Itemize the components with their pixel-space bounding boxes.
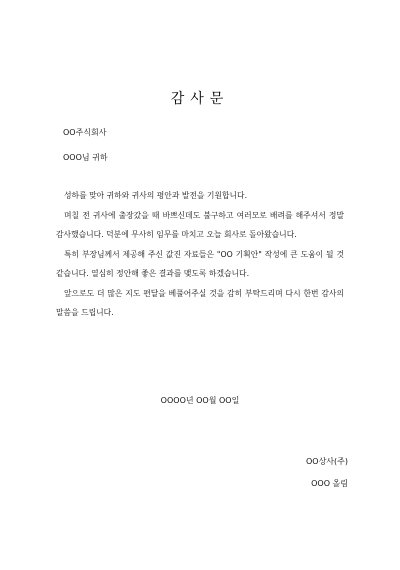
recipient-company: OO주식회사 (63, 128, 107, 137)
letter-date: OOOO년 OO월 OO일 (160, 396, 240, 405)
body-paragraph-4: 앞으로도 더 많은 지도 편달을 베풀어주실 것을 감히 부탁드리며 다시 한번 감사의 말씀을 드립니다. (56, 288, 344, 317)
page-title: 감사문 (170, 91, 230, 107)
letter-body (56, 186, 344, 323)
sender-company: OO상사(주) (305, 457, 348, 466)
body-paragraph-3: 특히 부장님께서 제공해 주신 값진 자료들은 "OO 기획안" 작성에 큰 도움이 될 것 같습니다. 열심히 정안해 좋은 결과를 맺도록 하겠습니다. (56, 249, 344, 278)
body-paragraph-1: 성하를 맞아 귀하와 귀사의 평안과 발전을 기원합니다. (64, 191, 248, 200)
sender-person: OOO 올림 (311, 479, 348, 488)
body-paragraph-2: 며칠 전 귀사에 출장갔을 때 바쁘신데도 불구하고 여러모로 배려를 해주셔서 정말 감사했습니다. 덕분에 무사히 임무를 마치고 오늘 회사로 돌아왔습니다. (56, 210, 344, 239)
recipient-person: OOO님 귀하 (63, 153, 108, 162)
